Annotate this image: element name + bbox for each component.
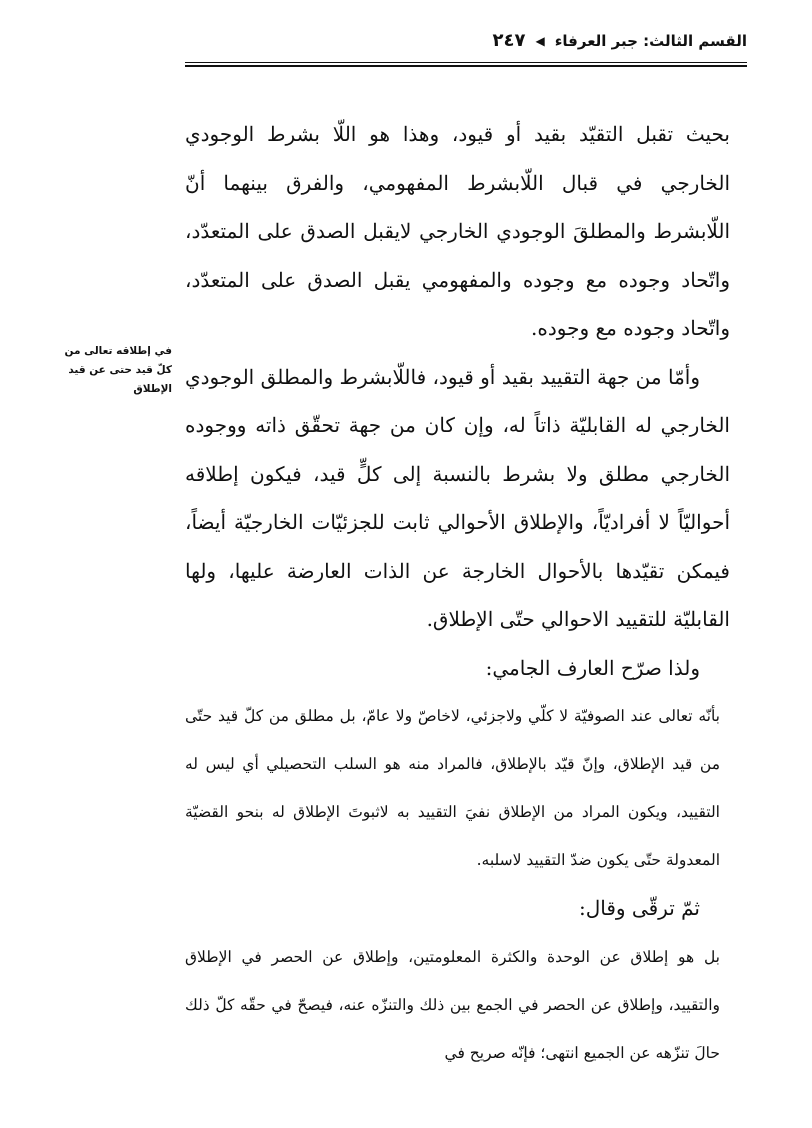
page-number: ٢٤٧ bbox=[492, 30, 526, 51]
margin-note: في إطلاقه تعالى من كلّ قيد حتى عن قيد الإطلاق bbox=[64, 345, 172, 395]
main-text bbox=[185, 110, 730, 1077]
block-quote-1: بأنّه تعالى عند الصوفيّة لا كلّي ولاجزئي، لاخاصّ ولا عامّ، بل مطلق من كلّ قيد حتّى من قيد الإطلاق، وإنّ قيّد بالإطلاق، فالمراد منه هو السلب التحصيلي أي ليس له التقييد، ويكون المراد من الإطلاق نفيَ التقييد به لاثبوتَ الإطلاق له بنحو القضيّة المعدولة حتّى يكون ضدّ التقييد لاسلبه. bbox=[185, 707, 720, 869]
paragraph-1: بحيث تقبل التقيّد بقيد أو قيود، وهذا هو اللّا بشرط الوجودي الخارجي في قبال اللّابشرط المفهومي، والفرق بينهما أنّ اللّابشرط والمطلقَ الوجودي الخارجي لايقبل الصدق على المتعدّد، واتّحاد وجوده مع وجوده والمفهومي يقبل الصدق على المتعدّد، واتّحاد وجوده مع وجوده. bbox=[185, 122, 730, 340]
quote-intro-1: ولذا صرّح العارف الجامي: bbox=[485, 655, 700, 680]
running-title: القسم الثالث: جبر العرفاء bbox=[554, 31, 747, 50]
block-quote-2: بل هو إطلاق عن الوحدة والكثرة المعلومتين، وإطلاق عن الحصر في الإطلاق والتقييد، وإطلاق عن الحصر في الجمع بين ذلك والتنزّه عنه، فيصحّ في حقّه كلّ ذلك حالَ تنزّهه عن الجميع انتهى؛ فإنّه صريح في bbox=[185, 947, 720, 1062]
running-header bbox=[185, 30, 747, 51]
triangle-marker-icon: ◀ bbox=[535, 33, 545, 48]
header-rule bbox=[185, 62, 747, 67]
paragraph-2: وأمّا من جهة التقييد بقيد أو قيود، فاللّابشرط والمطلق الوجودي الخارجي له القابليّة ذاتاً له، وإن كان من جهة تحقّق ذاته ووجوده الخارجي مطلق ولا بشرط بالنسبة إلى كلٍّ قيد، فيكون إطلاقه أحواليّاً لا أفراديّاً، والإطلاق الأحوالي ثابت للجزئيّات الخارجيّة أيضاً، فيمكن تقيّدها بالأحوال الخارجة عن الذات العارضة عليها، ولها القابليّة للتقييد الاحوالي حتّى الإطلاق. bbox=[184, 364, 730, 631]
quote-intro-2: ثمّ ترقّى وقال: bbox=[578, 896, 700, 920]
